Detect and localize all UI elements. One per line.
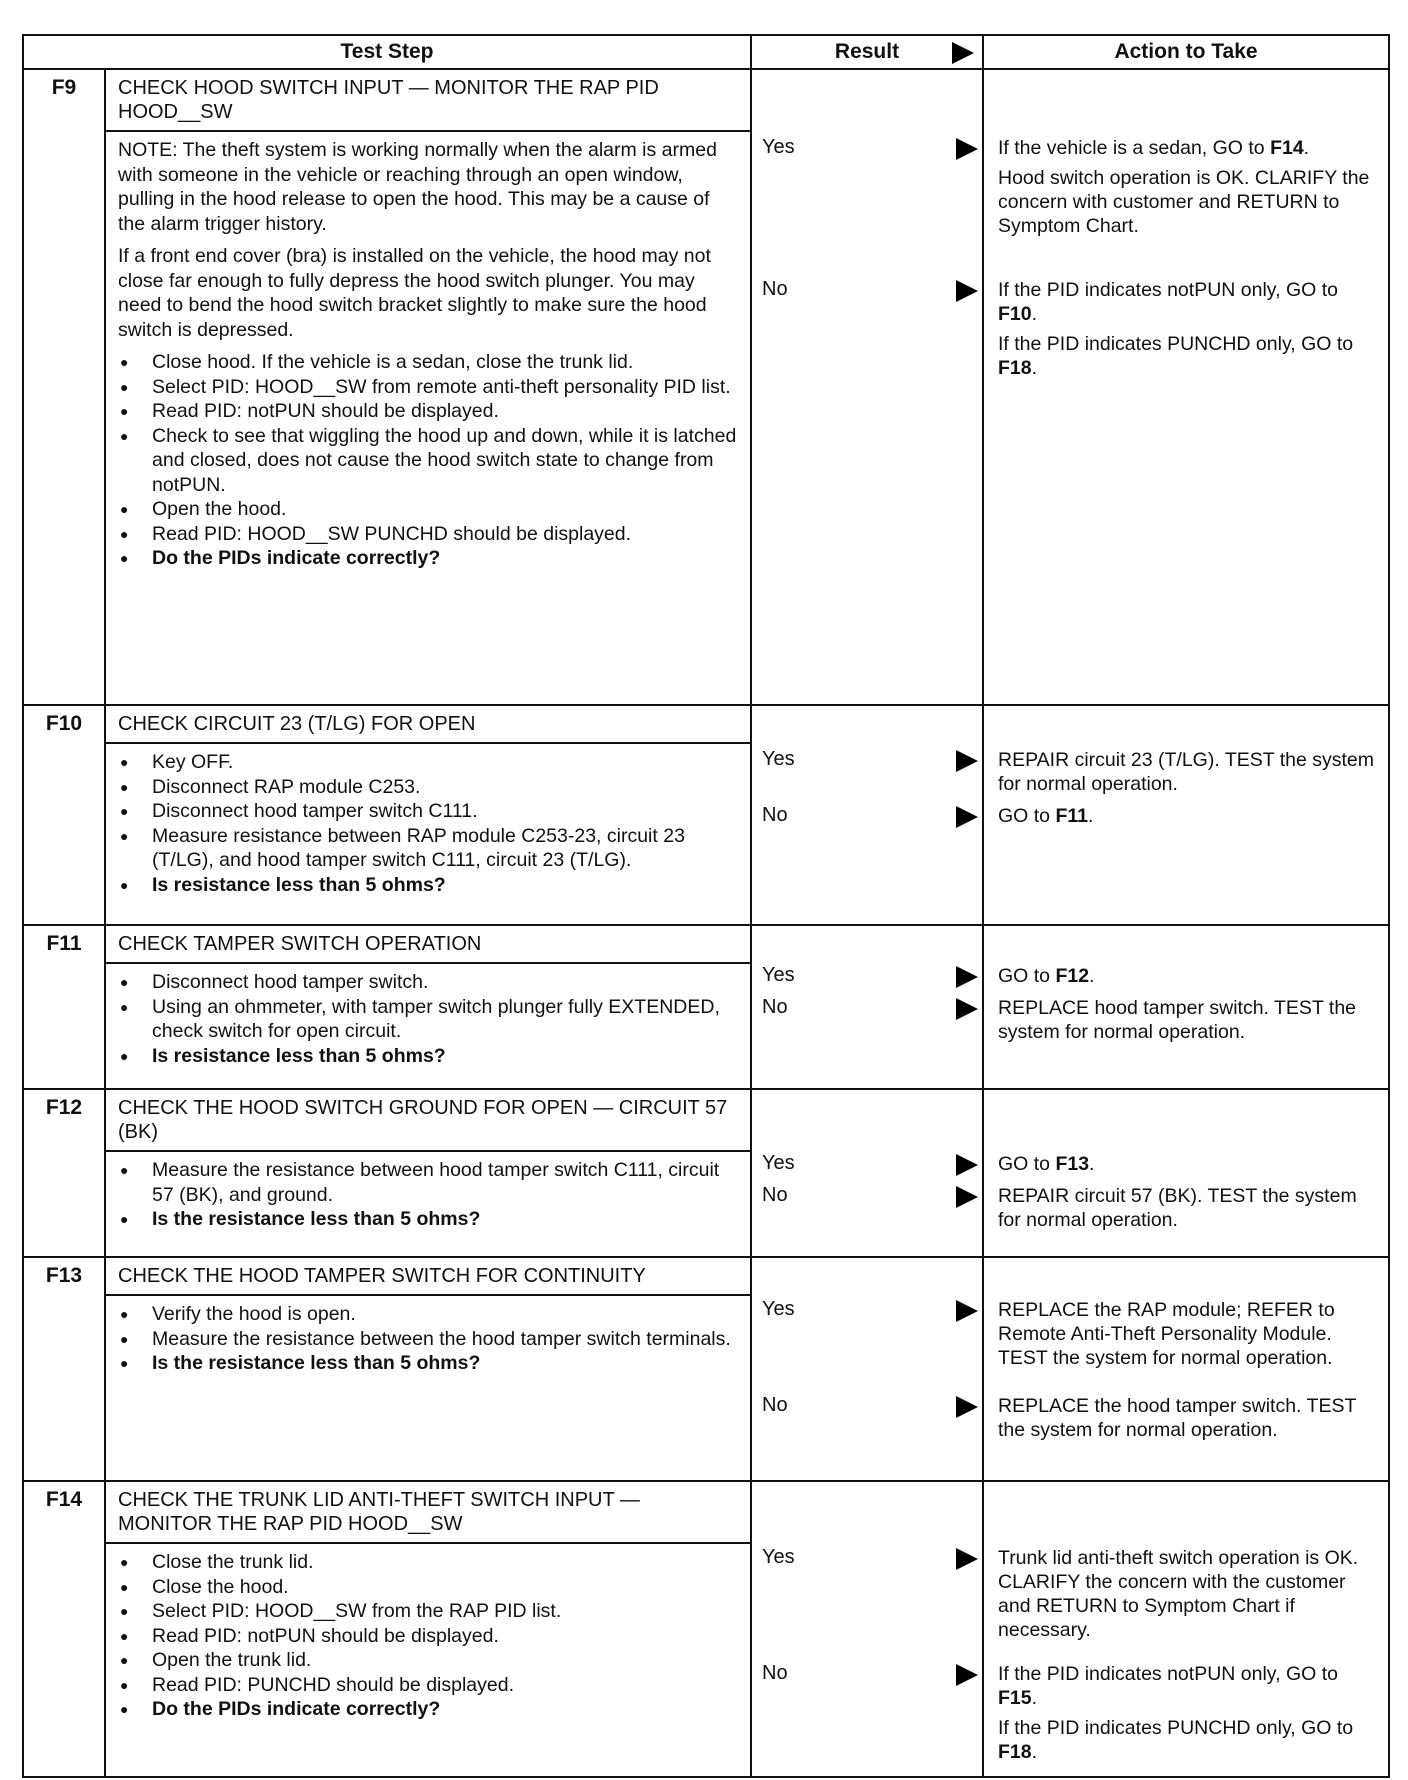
step-reference: F18 (998, 1741, 1032, 1763)
result-label: No (762, 278, 788, 300)
step-id: F13 (23, 1257, 105, 1295)
action-text: If the PID indicates notPUN only, GO to F15. (998, 1663, 1338, 1709)
result-no (762, 804, 982, 830)
step-reference: F14 (1270, 137, 1304, 159)
header-action: Action to Take (983, 35, 1389, 69)
list-item: ● Verify the hood is open. (118, 1302, 738, 1327)
step-title-row (23, 69, 1389, 131)
step-action-cell (983, 1089, 1389, 1257)
arrow-right-icon (956, 1186, 978, 1208)
action-no (998, 1662, 1382, 1770)
step-result-cell (751, 1481, 983, 1777)
step-bullet-list (118, 750, 738, 897)
result-label: No (762, 1662, 788, 1684)
arrow-right-icon (956, 750, 978, 772)
action-text: GO to F13. (998, 1153, 1095, 1175)
action-text: If the PID indicates PUNCHD only, GO to F18. (998, 333, 1354, 379)
step-id: F12 (23, 1089, 105, 1151)
action-no (998, 1184, 1382, 1238)
step-result-cell (751, 925, 983, 1089)
step-bullet-list (118, 1302, 738, 1376)
result-yes (762, 1152, 982, 1178)
list-item: ● Using an ohmmeter, with tamper switch plunger fully EXTENDED, check switch for open circuit. (118, 995, 738, 1044)
result-yes (762, 1298, 982, 1324)
action-text: REPAIR circuit 23 (T/LG). TEST the system for normal operation. (998, 749, 1375, 795)
list-item: ● Select PID: HOOD__SW from remote anti-theft personality PID list. (118, 375, 738, 400)
list-item: ● Disconnect hood tamper switch. (118, 970, 738, 995)
result-label: No (762, 804, 788, 826)
step-result-cell (751, 69, 983, 705)
step-question: ● Is the resistance less than 5 ohms? (118, 1207, 738, 1232)
step-bullet-list (118, 1158, 738, 1232)
step-id: F10 (23, 705, 105, 743)
step-body (105, 131, 751, 705)
result-no (762, 996, 982, 1022)
result-label: No (762, 996, 788, 1018)
list-item: ● Read PID: HOOD__SW PUNCHD should be displayed. (118, 522, 738, 547)
step-reference: F18 (998, 357, 1032, 379)
action-text: REPLACE the RAP module; REFER to Remote Anti-Theft Personality Module. TEST the system for normal operation. (998, 1299, 1335, 1369)
step-title: CHECK THE TRUNK LID ANTI-THEFT SWITCH INPUT — MONITOR THE RAP PID HOOD__SW (105, 1481, 751, 1543)
list-item: ● Measure the resistance between the hood tamper switch terminals. (118, 1327, 738, 1352)
step-title-row (23, 705, 1389, 743)
step-title-row (23, 1089, 1389, 1151)
step-title-row (23, 1257, 1389, 1295)
action-text: GO to F12. (998, 965, 1095, 987)
list-item: ● Close the trunk lid. (118, 1550, 738, 1575)
step-reference: F13 (1055, 1153, 1090, 1175)
result-label: Yes (762, 136, 795, 158)
step-reference: F12 (1055, 965, 1090, 987)
step-reference: F10 (998, 303, 1032, 325)
arrow-right-icon (956, 280, 978, 302)
result-label: Yes (762, 1298, 795, 1320)
header-result-label: Result (834, 40, 900, 63)
step-note: If a front end cover (bra) is installed on the vehicle, the hood may not close far enough to fully depress the hood switch plunger. You may need to bend the hood switch bracket slightly to make sure the hood switch is depressed. (118, 245, 711, 341)
list-item: ● Disconnect RAP module C253. (118, 775, 738, 800)
step-id-continuation (23, 1151, 105, 1257)
action-no (998, 804, 1382, 834)
action-text: GO to F11. (998, 805, 1094, 827)
result-label: Yes (762, 1152, 795, 1174)
step-question: ● Do the PIDs indicate correctly? (118, 546, 738, 571)
step-action-cell (983, 925, 1389, 1089)
diagnostic-test-table (22, 34, 1388, 1778)
action-text: If the PID indicates PUNCHD only, GO to F18. (998, 1717, 1354, 1763)
action-yes (998, 1152, 1382, 1182)
action-text: REPAIR circuit 57 (BK). TEST the system for normal operation. (998, 1185, 1357, 1231)
list-item: ● Open the hood. (118, 497, 738, 522)
list-item: ● Measure the resistance between hood tamper switch C111, circuit 57 (BK), and ground. (118, 1158, 738, 1207)
step-action-cell (983, 1481, 1389, 1777)
result-label: No (762, 1394, 788, 1416)
arrow-right-icon (956, 1396, 978, 1418)
action-text: REPLACE the hood tamper switch. TEST the system for normal operation. (998, 1395, 1357, 1441)
result-yes (762, 964, 982, 990)
step-question: ● Is resistance less than 5 ohms? (118, 873, 738, 898)
step-id-continuation (23, 743, 105, 925)
action-yes (998, 1298, 1382, 1376)
list-item: ● Measure resistance between RAP module C253-23, circuit 23 (T/LG), and hood tamper switch C111, circuit 23 (T/LG). (118, 824, 738, 873)
step-action-cell (983, 705, 1389, 925)
action-yes (998, 748, 1382, 802)
arrow-right-icon (956, 806, 978, 828)
header-test-step: Test Step (23, 35, 751, 69)
arrow-right-icon (952, 42, 974, 64)
step-id: F9 (23, 69, 105, 131)
step-id: F14 (23, 1481, 105, 1543)
result-yes (762, 136, 982, 162)
result-label: Yes (762, 964, 795, 986)
result-yes (762, 1546, 982, 1572)
step-action-cell (983, 69, 1389, 705)
step-question: ● Is resistance less than 5 ohms? (118, 1044, 738, 1069)
result-yes (762, 748, 982, 774)
step-body (105, 963, 751, 1089)
arrow-right-icon (956, 138, 978, 160)
list-item: ● Select PID: HOOD__SW from the RAP PID list. (118, 1599, 738, 1624)
result-no (762, 1662, 982, 1688)
step-result-cell (751, 705, 983, 925)
step-reference: F15 (998, 1687, 1032, 1709)
step-body (105, 743, 751, 925)
step-body (105, 1543, 751, 1777)
result-label: No (762, 1184, 788, 1206)
list-item: ● Check to see that wiggling the hood up and down, while it is latched and closed, does not cause the hood switch state to change from notPUN. (118, 424, 738, 498)
action-text: If the vehicle is a sedan, GO to F14. (998, 137, 1310, 159)
step-id-continuation (23, 1543, 105, 1777)
action-yes (998, 1546, 1382, 1648)
action-no (998, 996, 1382, 1050)
list-item: ● Disconnect hood tamper switch C111. (118, 799, 738, 824)
action-text: Hood switch operation is OK. CLARIFY the concern with customer and RETURN to Symptom Chart. (998, 167, 1370, 237)
action-text: REPLACE hood tamper switch. TEST the system for normal operation. (998, 997, 1357, 1043)
action-no (998, 278, 1382, 386)
step-title: CHECK TAMPER SWITCH OPERATION (105, 925, 751, 963)
step-id: F11 (23, 925, 105, 963)
step-note: NOTE: The theft system is working normally when the alarm is armed with someone in the vehicle or reaching through an open window, pulling in the hood release to open the hood. This may be a cause of the alarm trigger history. (118, 139, 717, 235)
result-no (762, 1394, 982, 1420)
arrow-right-icon (956, 1548, 978, 1570)
step-body (105, 1295, 751, 1481)
step-body (105, 1151, 751, 1257)
list-item: ● Open the trunk lid. (118, 1648, 738, 1673)
step-id-continuation (23, 1295, 105, 1481)
step-question: ● Do the PIDs indicate correctly? (118, 1697, 738, 1722)
step-bullet-list (118, 970, 738, 1068)
table-header-row (23, 35, 1389, 69)
step-title-row (23, 1481, 1389, 1543)
arrow-right-icon (956, 1300, 978, 1322)
list-item: ● Read PID: PUNCHD should be displayed. (118, 1673, 738, 1698)
action-text: If the PID indicates notPUN only, GO to F10. (998, 279, 1338, 325)
arrow-right-icon (956, 998, 978, 1020)
arrow-right-icon (956, 1664, 978, 1686)
step-question: ● Is the resistance less than 5 ohms? (118, 1351, 738, 1376)
header-result (751, 35, 983, 69)
step-bullet-list (118, 1550, 738, 1722)
list-item: ● Close the hood. (118, 1575, 738, 1600)
step-reference: F11 (1055, 805, 1088, 827)
arrow-right-icon (956, 1154, 978, 1176)
result-label: Yes (762, 1546, 795, 1568)
result-no (762, 1184, 982, 1210)
step-bullet-list (118, 350, 738, 571)
result-label: Yes (762, 748, 795, 770)
step-title: CHECK THE HOOD SWITCH GROUND FOR OPEN — CIRCUIT 57 (BK) (105, 1089, 751, 1151)
list-item: ● Read PID: notPUN should be displayed. (118, 1624, 738, 1649)
result-no (762, 278, 982, 304)
step-result-cell (751, 1257, 983, 1481)
step-title: CHECK THE HOOD TAMPER SWITCH FOR CONTINUITY (105, 1257, 751, 1295)
list-item: ● Read PID: notPUN should be displayed. (118, 399, 738, 424)
action-text: Trunk lid anti-theft switch operation is OK. CLARIFY the concern with the customer and RETURN to Symptom Chart if necessary. (998, 1547, 1359, 1641)
action-yes (998, 136, 1382, 244)
step-title: CHECK CIRCUIT 23 (T/LG) FOR OPEN (105, 705, 751, 743)
list-item: ● Close hood. If the vehicle is a sedan, close the trunk lid. (118, 350, 738, 375)
action-no (998, 1394, 1382, 1448)
arrow-right-icon (956, 966, 978, 988)
step-id-continuation (23, 963, 105, 1089)
list-item: ● Key OFF. (118, 750, 738, 775)
step-id-continuation (23, 131, 105, 705)
step-result-cell (751, 1089, 983, 1257)
action-yes (998, 964, 1382, 994)
step-title-row (23, 925, 1389, 963)
step-title: CHECK HOOD SWITCH INPUT — MONITOR THE RAP PID HOOD__SW (105, 69, 751, 131)
step-action-cell (983, 1257, 1389, 1481)
